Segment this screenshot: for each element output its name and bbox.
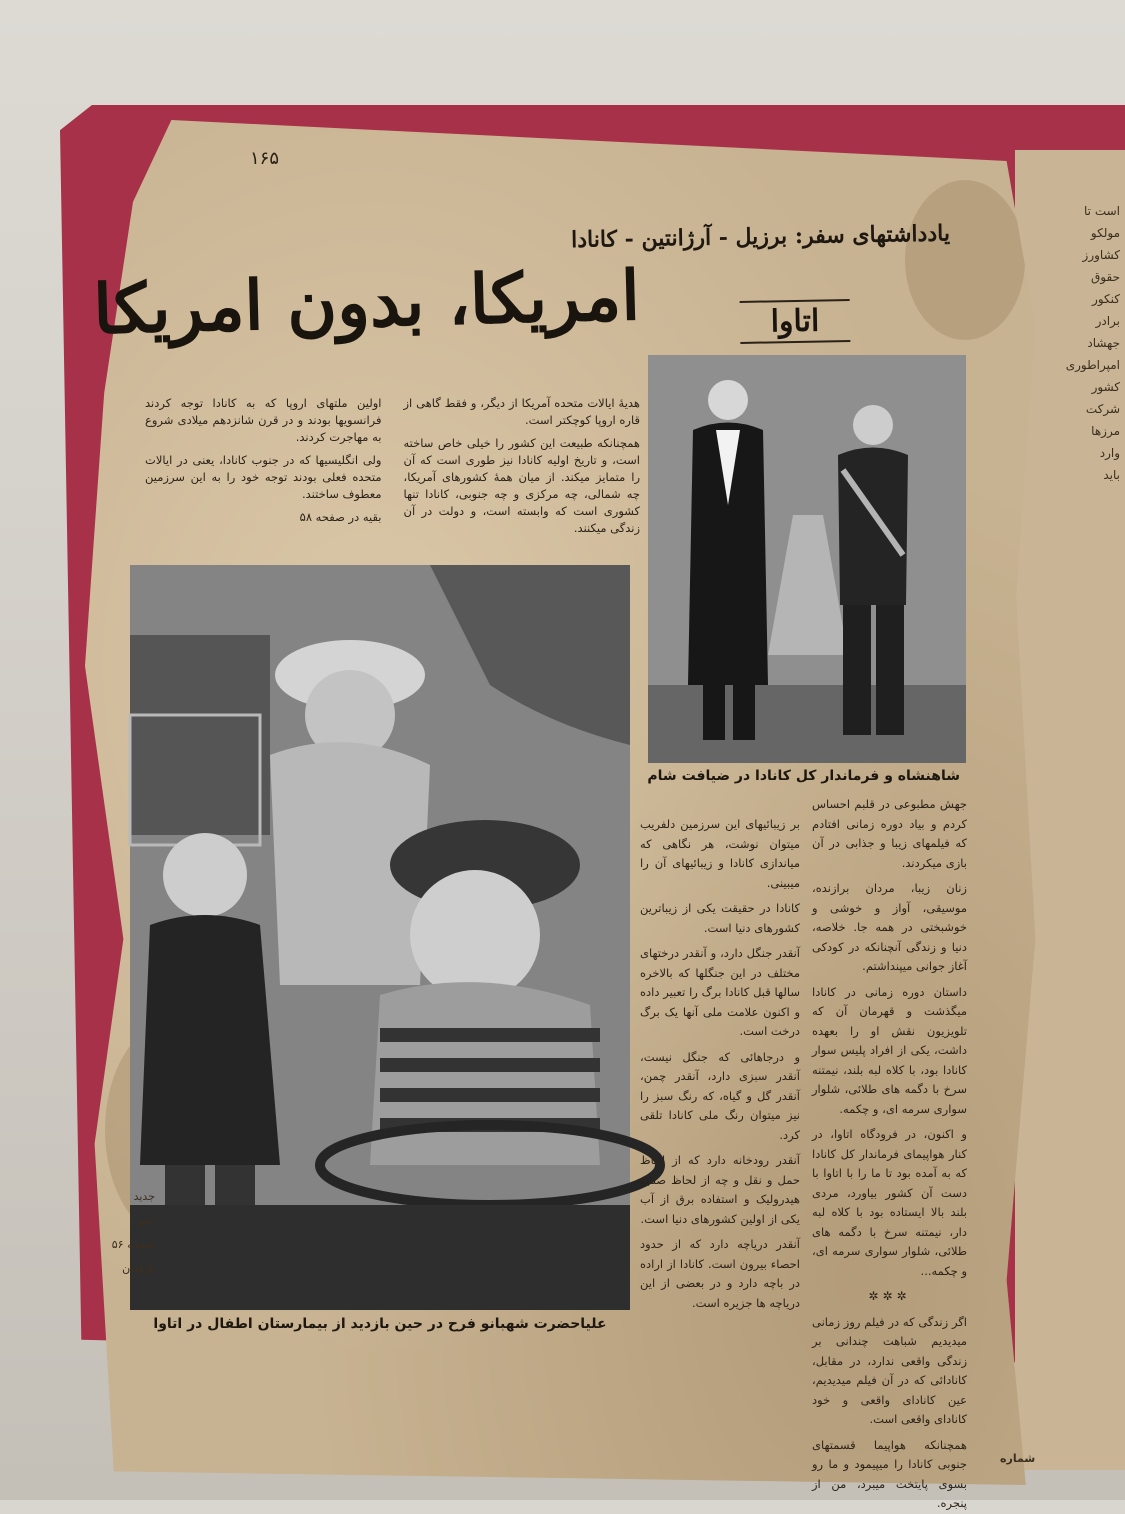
- photo-left-caption: علیاحضرت شهبانو فرح در حین بازدید از بیمارستان اطفال در اتاوا: [153, 1316, 607, 1332]
- article-dateline: [740, 299, 851, 344]
- column-paragraph: جهش مطبوعی در قلبم احساس کردم و بیاد دوره زمانی افتادم که فیلمهای زیبا و جذابی در آن بازی میکردند.: [812, 797, 967, 870]
- adjacent-line: وارد: [1099, 446, 1120, 460]
- margin-line: جلو: [138, 1214, 155, 1227]
- intro-paragraph: ولی انگلیسیها که در جنوب کانادا، یعنی در ایالات متحده فعلی بودند توجه خود را به این سرزمین معطوف ساختند.: [145, 453, 382, 501]
- continued-note: بقیه در صفحه ۵۸: [299, 510, 382, 524]
- photo-queen-with-children: [130, 565, 630, 1310]
- adjacent-line: امپراطوری: [1065, 358, 1120, 372]
- margin-line: صفحه ۵۶: [111, 1238, 155, 1251]
- margin-line: جدید: [133, 1190, 155, 1203]
- article-kicker: یادداشتهای سفر: برزیل - آرژانتین - کانادا: [570, 220, 951, 254]
- intro-text: [145, 395, 640, 565]
- photo-illustration: [130, 565, 630, 1310]
- adjacent-line: حقوق: [1091, 270, 1120, 284]
- column-paragraph: داستان دوره زمانی در کانادا میگذشت و قهرمان آن که تلویزیون نقش او را بعهده داشت، یکی از افراد پلیس سوار کانادا بود، با کلاه لبه بلند، نیمتنه سرخ با دگمه های طلائی، شلوار سواری سرمه ای، و چکمه.: [812, 984, 967, 1116]
- adjacent-line: شرکت: [1085, 402, 1120, 416]
- issue-footer: شماره: [1000, 1452, 1036, 1465]
- margin-line: پارلمان: [122, 1262, 155, 1275]
- adjacent-line: است تا: [1084, 204, 1120, 218]
- adjacent-line: جهشاد: [1087, 336, 1120, 350]
- adjacent-line: کنکور: [1092, 292, 1120, 306]
- column-paragraph: آنقدر رودخانه دارد که از لحاظ حمل و نقل و چه از لحاظ صنایع هیدرولیک و استفاده برق از آب یکی از اولین کشورهای دنیا است.: [640, 1153, 800, 1226]
- column-paragraph: زنان زیبا، مردان برازنده، موسیقی، آواز و خوشی و خوشبختی در همه جا. خلاصه، دنیا و زندگی آنچنانکه در کودکی آغاز جوانی میپنداشتم.: [812, 881, 967, 973]
- photo-illustration: [648, 355, 966, 763]
- article-column-b: [812, 795, 967, 1510]
- adjacent-line: باید: [1103, 468, 1120, 482]
- photo-shah-and-governor-general: [648, 355, 966, 763]
- paper-stain: [905, 180, 1025, 340]
- intro-paragraph: اولین ملتهای اروپا که به کانادا توجه کردند فرانسویها بودند و در قرن شانزدهم میلادی شروع به مهاجرت کردند.: [145, 396, 382, 444]
- intro-paragraph: همچنانکه طبیعت این کشور را خیلی خاص ساخته است، و تاریخ اولیه کانادا نیز طوری است که آن را متمایز میکند. از میان همهٔ کشورهای آمریکا، چه شمالی، چه مرکزی و چه جنوبی، کانادا تنها کشوری است که وابسته است، و دولت در آن زندگی میکنند.: [403, 436, 640, 535]
- photo-right-caption: شاهنشاه و فرماندار کل کانادا در ضیافت شام: [647, 768, 960, 784]
- column-paragraph: کانادا در حقیقت یکی از زیباترین کشورهای دنیا است.: [640, 901, 800, 935]
- intro-paragraph: هدیهٔ ایالات متحده آمریکا از دیگر، و فقط گاهی از قاره اروپا کوچکتر است.: [403, 396, 640, 427]
- column-paragraph: اگر زندگی که در فیلم روز زمانی میدیدیم شباهت چندانی بر زندگی واقعی ندارد، در مقابل، کانادائی که در آن فیلم میدیدیم، عین کانادای واقعی و خود کانادای واقعی است.: [812, 1314, 967, 1426]
- section-separator: ✲✲✲: [868, 1289, 911, 1303]
- adjacent-line: کشاورز: [1082, 248, 1120, 262]
- page-number: ۱۶۵: [250, 148, 280, 169]
- adjacent-line: کشور: [1091, 380, 1120, 394]
- adjacent-page-text: [1025, 200, 1120, 486]
- column-paragraph: بر زیبائیهای این سرزمین دلفریب میتوان نوشت، هر نگاهی که میاندازی کانادا و زیبائیهای آن را میبینی.: [640, 817, 800, 890]
- column-paragraph: و درجاهائی که جنگل نیست، آنقدر سبزی دارد، آنقدر چمن، آنقدر گل و گیاه، که رنگ سبز را نیز میتوان رنگ ملی کانادا تلقی کرد.: [640, 1049, 800, 1142]
- article-headline: امریکا، بدون امریکا: [92, 255, 641, 351]
- article-column-a: [640, 815, 800, 1340]
- adjacent-line: برادر: [1095, 314, 1120, 328]
- adjacent-line: مرزها: [1091, 424, 1120, 438]
- column-paragraph: همچنانکه هواپیما قسمتهای جنوبی کانادا را میپیمود و ما رو بسوی پایتخت میبرد، من از پنجره.: [812, 1437, 967, 1510]
- column-paragraph: آنقدر جنگل دارد، و آنقدر درختهای مختلف در این جنگلها که بالاخره سالها قبل کانادا برگ را تعبیر داده و اکنون علامت ملی آنها یک برگ درخت است.: [640, 946, 800, 1038]
- adjacent-line: مولکو: [1090, 226, 1120, 240]
- left-margin-fragments: [95, 1185, 155, 1281]
- column-paragraph: آنقدر دریاچه دارد که از حدود احصاء بیرون است. کانادا از اراده در باچه دارد و در بعضی از این دریاچه ها جزیره است.: [640, 1237, 800, 1310]
- column-paragraph: و اکنون، در فرودگاه اتاوا، در کنار هواپیمای فرماندار کل کانادا که به آمده بود تا ما را با اتاوا با دست آن کشور بیاورد، مردی بلند بالا ایستاده بود با کلاه لبه دار، نیمتنه سرخ با دگمه های طلائی، شلوار سواری سرمه ای، و چکمه...: [812, 1127, 967, 1278]
- dateline-label: اتاوا: [740, 299, 851, 344]
